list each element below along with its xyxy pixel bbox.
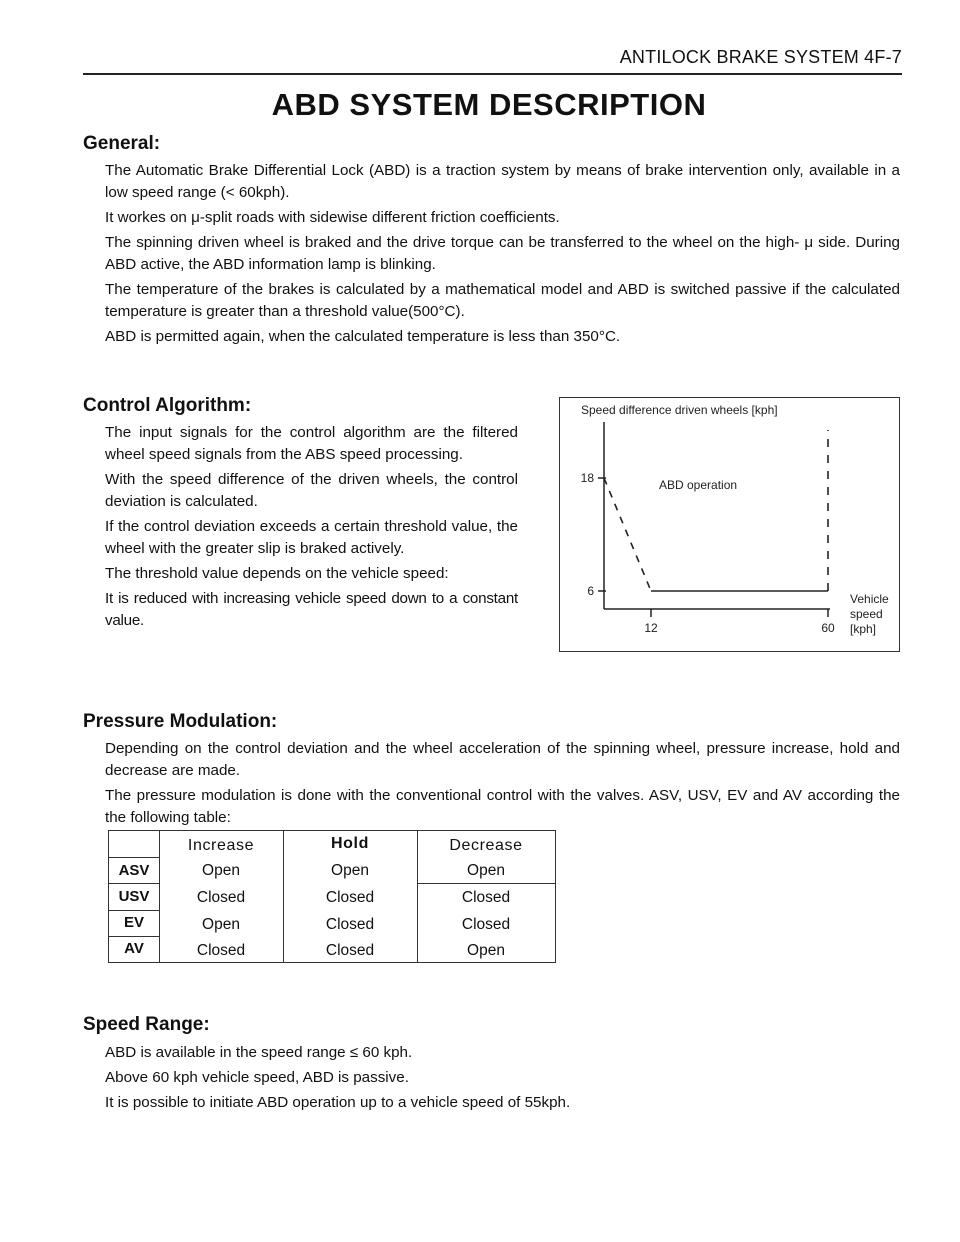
control-paragraph: With the speed difference of the driven wheels, the control deviation is calculated.: [105, 471, 518, 510]
control-paragraph: The input signals for the control algorithm are the filtered wheel speed signals from the ABS speed processing.: [105, 424, 518, 463]
speed-section-body: [105, 1042, 900, 1117]
general-heading: General:: [83, 133, 161, 154]
speed-paragraph: Above 60 kph vehicle speed, ABD is passive.: [105, 1069, 409, 1086]
page-header-title: ANTILOCK BRAKE SYSTEM 4F-7: [619, 47, 902, 67]
table-cell: Closed: [325, 889, 375, 906]
pressure-section-body: [105, 738, 900, 832]
chart-series-line-1: [604, 478, 651, 591]
chart-x-axis-label-line2: speed: [850, 607, 883, 621]
pressure-heading: Pressure Modulation:: [83, 711, 278, 732]
speed-heading: Speed Range:: [83, 1014, 210, 1035]
control-paragraph: If the control deviation exceeds a certain threshold value, the wheel with the greater slip is braked actively.: [105, 518, 518, 557]
chart-y-tick-label: 6: [587, 584, 594, 598]
table-column-header: Hold: [331, 835, 369, 852]
speed-paragraph: ABD is available in the speed range ≤ 60 kph.: [105, 1044, 413, 1061]
general-section-body: [105, 160, 900, 351]
general-paragraph: The temperature of the brakes is calculated by a mathematical model and ABD is switched passive if the calculated temperature is greater than a threshold value(500°C).: [105, 281, 900, 320]
chart-x-tick-label: 60: [821, 621, 835, 635]
table-cell: Open: [467, 942, 505, 959]
control-heading: Control Algorithm:: [83, 395, 252, 416]
chart-y-tick-label: 18: [580, 471, 594, 485]
general-paragraph: ABD is permitted again, when the calculated temperature is less than 350°C.: [105, 328, 621, 345]
general-paragraph: The spinning driven wheel is braked and the drive torque can be transferred to the wheel on the high- μ side. During ABD active, the ABD information lamp is blinking.: [105, 234, 900, 273]
table-cell: Open: [202, 862, 240, 879]
control-section-body: [105, 422, 518, 635]
table-row-label: ASV: [118, 862, 150, 879]
chart-x-tick-label: 12: [644, 621, 658, 635]
chart-annotation-abd-operation: ABD operation: [659, 478, 738, 492]
abd-threshold-chart: [559, 397, 900, 652]
valve-modulation-table: [108, 830, 556, 963]
chart-x-axis-label-line3: [kph]: [850, 622, 877, 636]
control-paragraph: It is reduced with increasing vehicle speed down to a constant value.: [105, 590, 518, 629]
table-cell: Open: [331, 862, 369, 879]
table-cell: Closed: [461, 889, 511, 906]
table-row-label: USV: [118, 888, 150, 905]
table-row-label: AV: [124, 940, 144, 957]
table-cell: Closed: [196, 889, 246, 906]
pressure-paragraph: Depending on the control deviation and the wheel acceleration of the spinning wheel, pressure increase, hold and decrease are made.: [105, 740, 900, 779]
table-column-header: Increase: [187, 837, 255, 854]
chart-y-axis-label: Speed difference driven wheels [kph]: [581, 403, 778, 417]
table-cell: Open: [467, 862, 505, 879]
table-row-divider: [109, 857, 159, 858]
speed-paragraph: It is possible to initiate ABD operation up to a vehicle speed of 55kph.: [105, 1094, 571, 1111]
table-row-divider: [417, 883, 555, 884]
document-title: ABD SYSTEM DESCRIPTION: [271, 87, 707, 122]
table-row-divider: [109, 936, 159, 937]
table-cell: Closed: [196, 942, 246, 959]
table-row-divider: [109, 910, 159, 911]
control-paragraph: The threshold value depends on the vehicle speed:: [105, 565, 449, 582]
table-column-header: Decrease: [449, 837, 523, 854]
table-cell: Open: [202, 916, 240, 933]
table-cell: Closed: [325, 942, 375, 959]
chart-x-axis-label-line1: Vehicle: [850, 592, 889, 606]
table-cell: Closed: [325, 916, 375, 933]
general-paragraph: The Automatic Brake Differential Lock (ABD) is a traction system by means of brake intervention only, available in a low speed range (< 60kph).: [105, 162, 900, 201]
table-row-divider: [109, 883, 159, 884]
table-cell: Closed: [461, 916, 511, 933]
table-row-label: EV: [123, 914, 144, 931]
chart-svg: [560, 398, 901, 653]
header-rule: [83, 73, 902, 75]
pressure-paragraph: The pressure modulation is done with the conventional control with the valves. ASV, USV, EV and AV according the the following table:: [105, 787, 900, 826]
general-paragraph: It workes on μ-split roads with sidewise different friction coefficients.: [105, 209, 560, 226]
